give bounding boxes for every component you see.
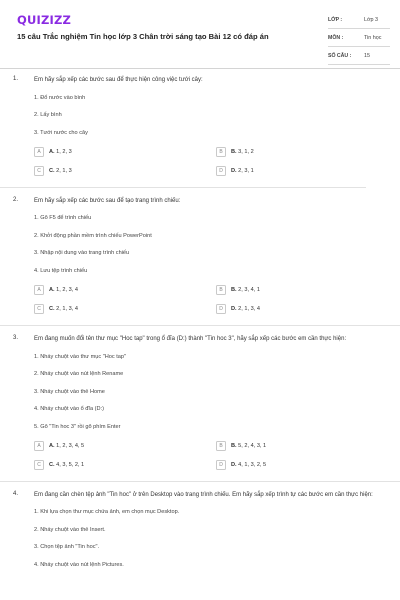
question-number: 1. <box>13 76 19 82</box>
step-item: 1. Nháy chuột vào thư mục "Hoc tap" <box>34 353 126 360</box>
document-header <box>0 0 400 68</box>
step-item: 1. Đổ nước vào bình <box>34 94 86 101</box>
question-list <box>0 76 400 578</box>
option-label: B. <box>231 149 237 156</box>
question-divider <box>0 481 400 482</box>
step-item: 2. Nháy chuột vào nút lệnh Rename <box>34 371 124 378</box>
option-value: 4, 3, 5, 2, 1 <box>56 462 85 469</box>
option-label: D. <box>231 462 237 469</box>
question-divider <box>0 187 366 188</box>
option-value: 4, 1, 3, 2, 5 <box>238 462 267 469</box>
answer-options <box>34 147 388 183</box>
document-title: 15 câu Trắc nghiệm Tin học lớp 3 Chân trời sáng tạo Bài 12 có đáp án <box>17 32 269 41</box>
meta-info <box>328 14 390 68</box>
option-letter-box: A <box>34 147 44 157</box>
meta-row-count <box>328 50 390 65</box>
option-label: D. <box>231 168 237 175</box>
step-item: 2. Nháy chuột vào thẻ Insert. <box>34 526 106 533</box>
question-text: Em hãy sắp xếp các bước sau để tạo trang trình chiếu: <box>34 197 181 204</box>
option-label: B. <box>231 443 237 450</box>
question-number: 4. <box>13 490 19 497</box>
question-text: Em đang muốn đổi tên thư mục "Hoc tap" trong ổ đĩa (D:) thành "Tin hoc 3", hãy sắp xếp các bước em cần thực hiện: <box>34 336 347 343</box>
option-value: 2, 3, 1 <box>238 168 254 175</box>
option-value: 2, 3, 4, 1 <box>238 287 260 294</box>
meta-label: MÔN : <box>328 35 344 41</box>
answer-options <box>34 441 388 477</box>
meta-value: 15 <box>364 53 370 59</box>
step-item: 3. Nháy chuột vào thẻ Home <box>34 388 105 395</box>
option-value: 2, 1, 3, 4 <box>56 306 78 313</box>
option-label: C. <box>49 462 55 469</box>
question-2 <box>0 197 400 322</box>
option-label: D. <box>231 306 237 313</box>
option-letter-box: D <box>216 460 226 470</box>
question-divider <box>0 325 400 326</box>
step-item: 3. Chọn tệp ảnh "Tin hoc". <box>34 544 100 551</box>
meta-value: Tin học <box>364 35 382 41</box>
option-value: 3, 1, 2 <box>238 149 254 156</box>
meta-row-subject <box>328 32 390 47</box>
meta-value: Lớp 3 <box>364 17 379 23</box>
option-letter-box: C <box>34 304 44 314</box>
option-label: A. <box>49 443 55 450</box>
option-label: A. <box>49 287 55 294</box>
question-text: Em đang cần chèn tệp ảnh "Tin hoc" ở trên Desktop vào trang trình chiếu. Em hãy sắp xếp trình tự các bước em cần thực hiện: <box>34 491 373 498</box>
option-letter-box: C <box>34 166 44 176</box>
step-item: 4. Nháy chuột vào nút lệnh Pictures. <box>34 561 124 568</box>
option-letter-box: C <box>34 460 44 470</box>
option-value: 2, 1, 3 <box>56 168 72 175</box>
option-value: 5, 2, 4, 3, 1 <box>238 443 267 450</box>
option-label: C. <box>49 168 55 175</box>
step-item: 4. Nháy chuột vào ổ đĩa (D:) <box>34 406 104 413</box>
option-label: B. <box>231 287 237 294</box>
option-label: A. <box>49 149 55 156</box>
step-item: 4. Lưu tệp trình chiếu <box>34 267 88 274</box>
option-label: C. <box>49 306 55 313</box>
option-letter-box: D <box>216 166 226 176</box>
option-value: 1, 2, 3 <box>56 149 72 156</box>
step-list <box>34 353 388 441</box>
option-letter-box: B <box>216 285 226 295</box>
question-number: 2. <box>13 196 19 203</box>
step-item: 1. Gõ F5 để trình chiếu <box>34 215 92 222</box>
meta-label: SỐ CÂU : <box>328 53 352 59</box>
option-letter-box: A <box>34 441 44 451</box>
step-item: 5. Gõ "Tin hoc 3" rồi gõ phím Enter <box>34 423 121 430</box>
option-value: 2, 1, 3, 4 <box>238 306 260 313</box>
step-list <box>34 94 388 147</box>
meta-row-grade <box>328 14 390 29</box>
step-list <box>34 508 388 578</box>
option-value: 1, 2, 3, 4 <box>56 287 78 294</box>
quizizz-logo[interactable]: QUIZIZZ <box>17 13 72 27</box>
question-4 <box>0 491 400 579</box>
step-list <box>34 214 388 284</box>
question-1 <box>0 76 400 183</box>
step-item: 3. Nhập nội dung vào trang trình chiếu <box>34 250 130 257</box>
question-number: 3. <box>13 335 19 342</box>
step-item: 1. Khi lựa chọn thư mục chứa ảnh, em chọn mục Desktop. <box>34 509 180 516</box>
step-item: 3. Tưới nước cho cây <box>34 129 88 136</box>
question-3 <box>0 335 400 477</box>
question-text: Em hãy sắp xếp các bước sau để thực hiện công việc tưới cây: <box>34 77 203 83</box>
meta-label: LỚP : <box>328 17 343 23</box>
option-letter-box: D <box>216 304 226 314</box>
option-letter-box: B <box>216 441 226 451</box>
answer-options <box>34 285 388 321</box>
option-letter-box: A <box>34 285 44 295</box>
step-item: 2. Lấy bình <box>34 112 62 119</box>
step-item: 2. Khởi động phần mềm trình chiếu PowerPoint <box>34 232 152 239</box>
option-letter-box: B <box>216 147 226 157</box>
header-divider <box>0 68 400 69</box>
option-value: 1, 2, 3, 4, 5 <box>56 443 85 450</box>
